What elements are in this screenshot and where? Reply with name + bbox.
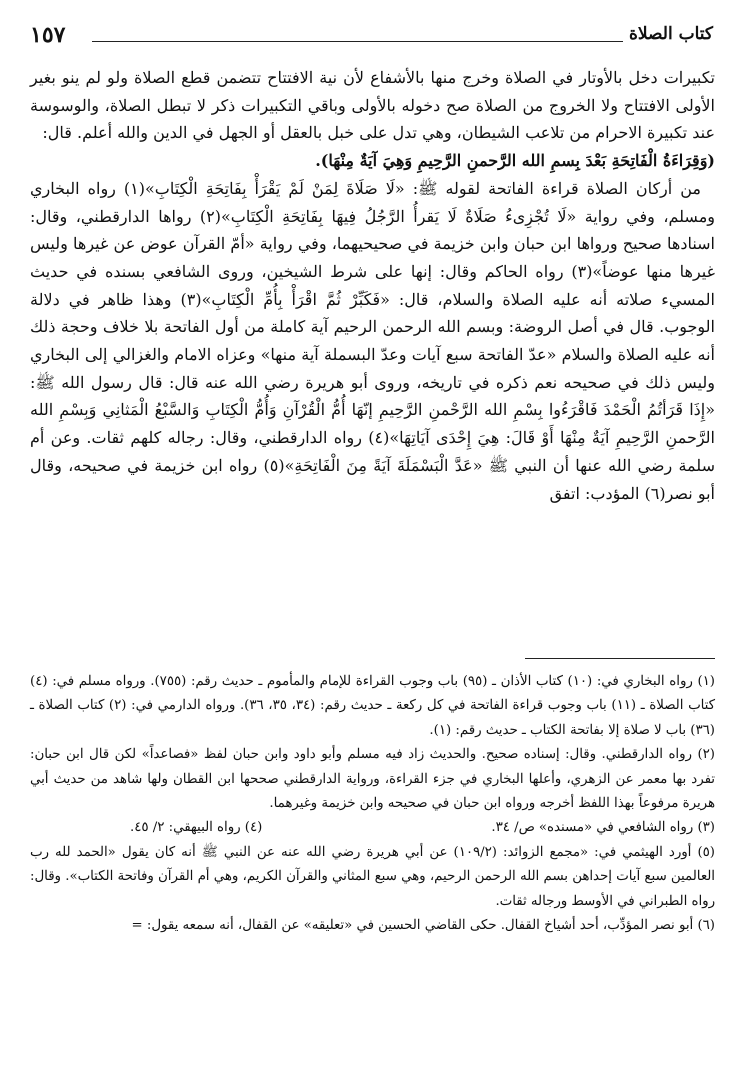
footnotes bbox=[30, 670, 715, 938]
footnote-4: (٤) رواه البيهقي: ٢/ ٤٥. bbox=[130, 820, 263, 836]
footnote-2: (٢) رواه الدارقطني. وقال: إسناده صحيح. والحديث زاد فيه مسلم وأبو داود وابن حبان لفظ «فصاعداً» لكن قال ابن حبان: تفرد بها معمر عن الزهري، وأعلها البخاري في جزء القراءة، ورواية الدارقطني صححها ابن القطان ولها شاهد من حديث أبي هريرة مرفوعاً بهذا اللفظ أخرجه ورواه ابن حبان في صحيحه وابن خزيمة وغيرهما. bbox=[30, 747, 715, 812]
header-rule bbox=[92, 41, 623, 42]
footnote-5: (٥) أورد الهيثمي في: «مجمع الزوائد: (١٠٩/٢) عن أبي هريرة رضي الله عنه عن النبي ﷺ أنه كان يقول «الحمد لله رب العالمين سبع آيات إحداهن بسم الله الرحمن الرحيم، وهي سبع المثاني والقرآن الكريم، وهي أم القرآن وفاتحة الكتاب». وقال: رواه الطبراني في الأوسط ورجاله ثقات. bbox=[30, 844, 715, 909]
paragraph-commentary: من أركان الصلاة قراءة الفاتحة لقوله ﷺ: «لَا صَلَاةَ لِمَنْ لَمْ يَقْرَأْ بِفَاتِحَةِ الْكِتَابِ»(١) رواه البخاري ومسلم، وفي رواية «لَا تُجْزِىءُ صَلَاةٌ لَا يَقرأُ الرَّجُلُ فِيهَا بِفَاتِحَةِ الْكِتَابِ»(٢) رواها الدارقطني، وقال: اسنادها صحيح ورواها ابن حبان وابن خزيمة في صحيحيهما، وفي رواية «أمّ القرآن عوض عن غيرها وليس غيرها منها عوضاً»(٣) رواه الحاكم وقال: إنها على شرط الشيخين، وروى الشافعي بسنده في حديث المسيء صلاته أنه عليه الصلاة والسلام، قال: «فَكَبِّرْ ثُمَّ اقْرَأْ بِأُمِّ الْكِتَابِ»(٣) وهذا ظاهر في دلالة الوجوب. قال في أصل الروضة: وبسم الله الرحمن الرحيم آية كاملة من أول الفاتحة بلا خلاف وحجة ذلك أنه عليه الصلاة والسلام «عدّ الفاتحة سبع آيات وعدّ البسملة آية منها» وعزاه الامام والغزالي إلى البخاري وليس ذلك في صحيحه نعم ذكره في تاريخه، وروى أبو هريرة رضي الله عنه قال: قال رسول الله ﷺ: «إِذَا قَرَأتُمُ الْحَمْدَ فَاقْرَءُوا بِسْمِ الله الرَّحْمنِ الرَّحِيمِ إنّهَا أُمُّ الْقُرْآنِ وَأُمُّ الْكِتَابِ وَالسَّبْعُ الْمَثانِي وَبِسْمِ الله الرَّحمنِ الرَّحِيمِ آيَةٌ مِنْهَا أَوْ قَالَ: هِيَ إِحْدَى آيَاتِهَا»(٤) رواه الدارقطني، وقال: رجاله كلهم ثقات. وعن أم سلمة رضي الله عنها أن النبي ﷺ «عَدَّ الْبَسْمَلَةَ آيَةً مِنَ الْفَاتِحَةِ»(٥) رواه ابن خزيمة في صحيحه، وقال أبو نصر(٦) المؤدب: اتفق bbox=[30, 178, 716, 503]
footnote-1: (١) رواه البخاري في: (١٠) كتاب الأذان ـ (٩٥) باب وجوب القراءة للإمام والمأموم ـ حديث رقم: (٧٥٥). ورواه مسلم في: (٤) كتاب الصلاة ـ (١١) باب وجوب قراءة الفاتحة في كل ركعة ـ حديث رقم: (٣٤، ٣٥، ٣٦). ورواه الدارمي في: (٢) كتاب الصلاة ـ (٣٦) باب لا صلاة إلا بفاتحة الكتاب ـ حديث رقم: (١). bbox=[30, 674, 715, 738]
paragraph-1: تكبيرات دخل بالأوتار في الصلاة وخرج منها بالأشفاع لأن نية الافتتاح تتضمن قطع الصلاة ولو لم ينو بغير الأولى الافتتاح ولا الخروج من الصلاة صح دخوله بالأولى وباقي التكبيرات ذكر لا تبطل الصلاة، والوسوسة عند تكبيرة الاحرام من تلاعب الشيطان، وهي تدل على خبل بالعقل أو الجهل في الدين والله أعلم. قال: bbox=[30, 68, 716, 143]
footnote-separator bbox=[525, 658, 715, 659]
footnote-3: (٣) رواه الشافعي في «مسنده» ص/ ٣٤. bbox=[491, 820, 715, 836]
page-number: ١٥٧ bbox=[30, 22, 66, 48]
chapter-title: كتاب الصلاة bbox=[628, 24, 713, 44]
matn-quote: (وَقِرَاءَةُ الْفَاتِحَةِ بَعْدَ بِسمِ الله الرَّحمنِ الرَّحِيمِ وَهِيَ آيَةٌ مِنْهَا). bbox=[315, 151, 715, 171]
footnote-6: (٦) أبو نصر المؤدِّب، أحد أشياخ القفال. حكى القاضي الحسين في «تعليقه» عن القفال، أنه سمعه يقول: = bbox=[131, 918, 715, 934]
page-header bbox=[30, 22, 713, 52]
main-text bbox=[30, 64, 715, 507]
footnote-pair bbox=[30, 816, 715, 840]
